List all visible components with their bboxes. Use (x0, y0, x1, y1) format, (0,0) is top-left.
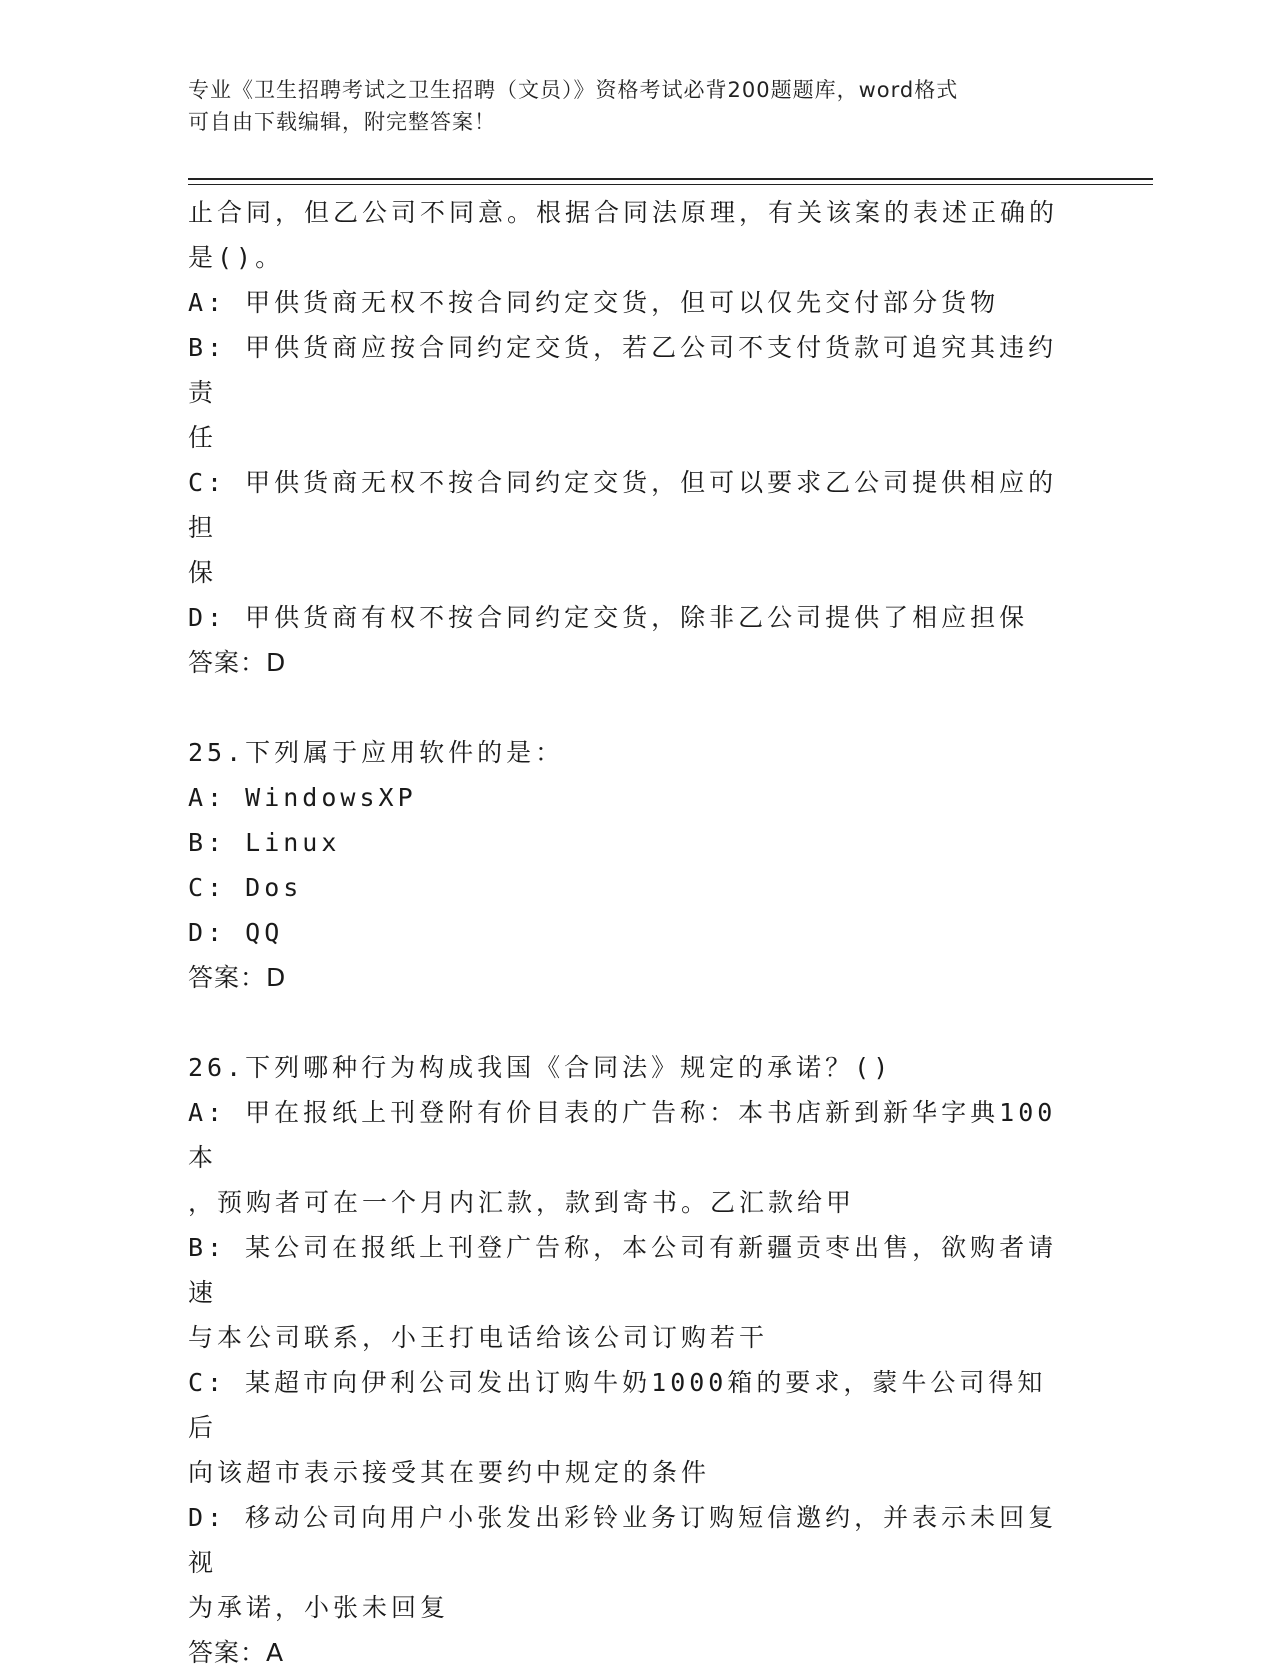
option-d: D: QQ (188, 918, 284, 947)
question-stem: 26.下列哪种行为构成我国《合同法》规定的承诺？() (188, 1053, 893, 1082)
document-body (188, 190, 1068, 1675)
option-b: B: 某公司在报纸上刊登广告称，本公司有新疆贡枣出售，欲购者请速 (188, 1233, 1058, 1307)
answer-label: 答案：A (188, 1638, 285, 1667)
option-b: 任 (188, 423, 218, 452)
question-25 (188, 730, 1068, 1000)
option-d: D: 甲供货商有权不按合同约定交货，除非乙公司提供了相应担保 (188, 603, 1029, 632)
header-line-2: 可自由下载编辑，附完整答案！ (188, 110, 496, 134)
spacer (188, 1000, 1068, 1045)
question-stem: 25.下列属于应用软件的是： (188, 738, 565, 767)
option-c: C: 某超市向伊利公司发出订购牛奶1000箱的要求，蒙牛公司得知后 (188, 1368, 1047, 1442)
spacer (188, 685, 1068, 730)
answer-label: 答案：D (188, 648, 287, 677)
question-stem: 止合同，但乙公司不同意。根据合同法原理，有关该案的表述正确的 (188, 198, 1059, 227)
option-a: A: 甲供货商无权不按合同约定交货，但可以仅先交付部分货物 (188, 288, 1000, 317)
option-a: A: 甲在报纸上刊登附有价目表的广告称：本书店新到新华字典100本 (188, 1098, 1057, 1172)
option-c: C: 甲供货商无权不按合同约定交货，但可以要求乙公司提供相应的担 (188, 468, 1058, 542)
question-24-continued (188, 190, 1068, 685)
answer-label: 答案：D (188, 963, 287, 992)
header-rule-thin (188, 184, 1153, 185)
header-line-1: 专业《卫生招聘考试之卫生招聘（文员）》资格考试必背200题题库，word格式 (188, 78, 959, 102)
question-26 (188, 1045, 1068, 1675)
question-stem: 是()。 (188, 243, 285, 272)
option-c: 向该超市表示接受其在要约中规定的条件 (188, 1458, 711, 1487)
option-d: D: 移动公司向用户小张发出彩铃业务订购短信邀约，并表示未回复视 (188, 1503, 1058, 1577)
option-a: ，预购者可在一个月内汇款，款到寄书。乙汇款给甲 (188, 1188, 856, 1217)
option-b: B: Linux (188, 828, 341, 857)
option-c: 保 (188, 558, 218, 587)
option-d: 为承诺，小张未回复 (188, 1593, 450, 1622)
option-c: C: Dos (188, 873, 303, 902)
header-rule-thick (188, 178, 1153, 180)
option-b: B: 甲供货商应按合同约定交货，若乙公司不支付货款可追究其违约责 (188, 333, 1058, 407)
option-b: 与本公司联系，小王打电话给该公司订购若干 (188, 1323, 769, 1352)
document-header (188, 74, 1068, 138)
option-a: A: WindowsXP (188, 783, 417, 812)
